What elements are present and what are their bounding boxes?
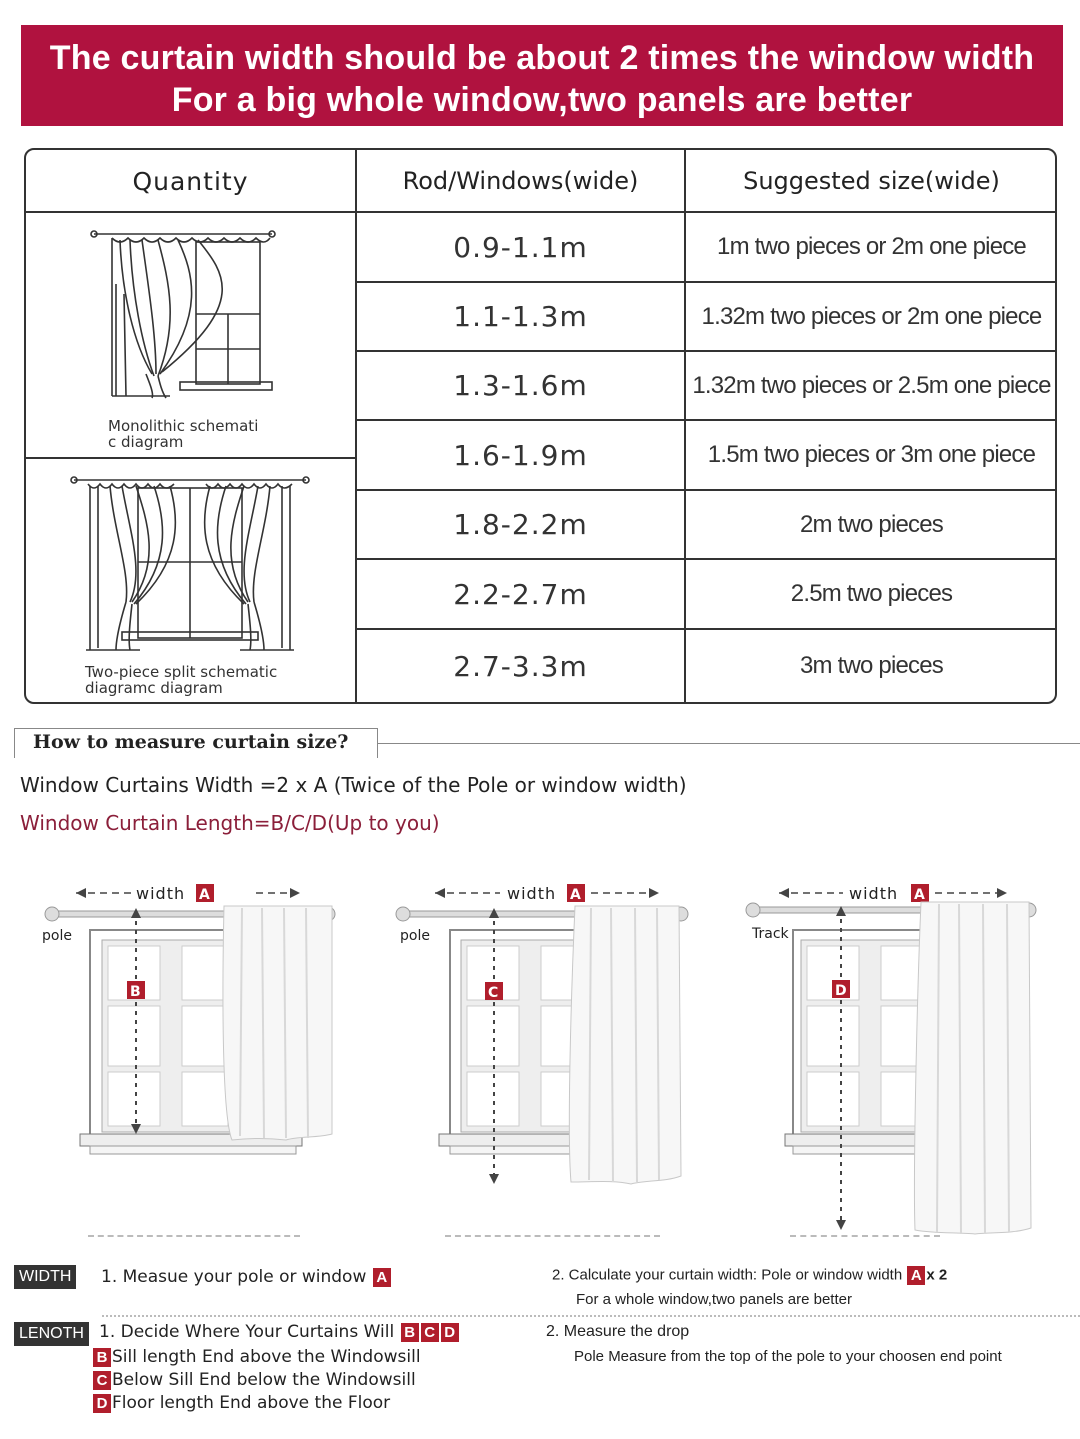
length-formula: Window Curtain Length=B/C/D(Up to you) [20,811,440,835]
two-piece-curtain-diagram [70,472,310,656]
rod-label: Track [752,926,789,942]
width-badge: A [570,887,581,903]
banner-line-2: For a big whole window,two panels are better [171,81,913,119]
width-badge: A [914,887,925,903]
width-label: width [507,884,557,903]
header-banner [21,25,1063,126]
section-divider [102,1315,1080,1317]
range-cell: 0.9-1.1m [453,230,588,264]
banner-line-1: The curtain width should be about 2 times the window width [49,39,1035,77]
length-step-1: 1. Decide Where Your Curtains Will B C D [99,1322,460,1342]
length-option-c: C Below Sill End below the Windowsill [92,1370,416,1390]
measure-section-tab: How to measure curtain size? [14,728,378,758]
width-label: width [849,884,899,903]
diagram-caption-two-piece: Two-piece split schematic diagramc diagram [85,663,278,697]
drop-badge: C [488,985,499,1001]
range-cell: 1.8-2.2m [453,508,588,541]
length-option-b: B Sill length End above the Windowsill [92,1347,421,1367]
drop-badge: D [835,983,847,999]
width-step-1: 1. Measue your pole or window A [101,1267,392,1287]
rod-label: pole [42,928,72,944]
header-suggested-size: Suggested size(wide) [743,167,1000,195]
badge-a: A [907,1266,925,1285]
badge-d: D [441,1323,459,1342]
header-quantity: Quantity [132,166,249,196]
diagram-divider [26,457,356,459]
length-step-2: 2. Measure the drop [546,1323,690,1340]
suggested-cell: 2m two pieces [800,510,943,538]
suggested-cell: 1m two pieces or 2m one piece [717,233,1026,260]
header-rod-width: Rod/Windows(wide) [402,167,639,195]
diagram-caption-monolithic: Monolithic schemati c diagram [108,417,259,451]
floor-line [790,1235,940,1237]
suggested-cell: 2.5m two pieces [790,580,953,607]
length-tag: LENOTH [14,1322,89,1346]
badge-b: B [401,1323,419,1342]
suggested-cell: 1.32m two pieces or 2.5m one piece [692,371,1051,399]
illustration-sill-length [36,876,346,1246]
suggested-cell: 3m two pieces [800,652,943,679]
suggested-cell: 1.5m two pieces or 3m one piece [707,441,1036,468]
tab-underline [378,743,1080,744]
drop-badge: B [130,984,141,1000]
width-step-2-note: For a whole window,two panels are better [576,1291,852,1308]
badge-c: C [421,1323,439,1342]
floor-line [445,1235,660,1237]
monolithic-curtain-diagram [86,224,286,400]
width-label: width [136,884,186,903]
floor-line [88,1235,300,1237]
badge-a: A [373,1268,391,1287]
range-cell: 1.6-1.9m [453,438,588,472]
width-badge: A [199,887,210,903]
range-cell: 2.2-2.7m [453,577,588,611]
width-step-2: 2. Calculate your curtain width: Pole or window width A x 2 [552,1266,948,1284]
size-table [24,148,1057,704]
suggested-cell: 1.32m two pieces or 2m one piece [701,302,1042,330]
range-cell: 1.3-1.6m [453,369,588,402]
width-tag: WIDTH [14,1265,76,1289]
width-formula: Window Curtains Width =2 x A (Twice of the Pole or window width) [20,773,687,797]
length-option-d: D Floor length End above the Floor [92,1393,390,1413]
rod-label: pole [400,928,430,944]
range-cell: 2.7-3.3m [453,649,588,683]
length-step-2-note: Pole Measure from the top of the pole to your choosen end point [574,1348,1002,1365]
illustration-below-sill [395,876,705,1246]
illustration-floor-length [745,876,1055,1246]
range-cell: 1.1-1.3m [453,300,588,333]
